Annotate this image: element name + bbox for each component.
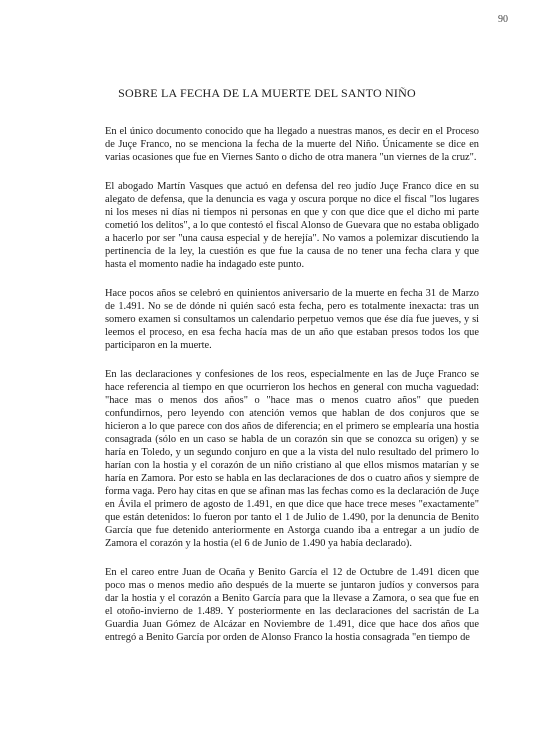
- paragraph: En el único documento conocido que ha llegado a nuestras manos, es decir en el Proceso de Juçe Franco, no se menciona la fecha de la muerte del Niño. Únicamente se dice en varias ocasiones que fue en Viernes Santo o dicho de otra manera "un viernes de la cruz".: [105, 126, 479, 163]
- paragraph: Hace pocos años se celebró en quinientos aniversario de la muerte en fecha 31 de Marzo de 1.491. No se de dónde ni quién sacó esta fecha, pero es totalmente inexacta: tras un somero examen si consultamos un calendario perpetuo vemos que ése día fue jueves, y si leemos el proceso, en esa fecha hacía mas de un año que estaban presos todos los que participaron en la muerte.: [105, 288, 479, 351]
- page-number: 90: [498, 14, 508, 25]
- paragraph: En las declaraciones y confesiones de los reos, especialmente en las de Juçe Franco se hace referencia al tiempo en que ocurrieron los hechos en general con mucha vaguedad: "hace mas o menos dos años" o "hace mas o menos cuatro años" que pueden confundirnos, pero leyendo con atención vemos que hablan de dos conjuros que se hicieron a lo que parece con dos años de diferencia; en el primero se emplearía una hostia consagrada (sólo en un caso se habla de un corazón sin que se conozca su origen) y se haría en Toledo, y un segundo conjuro en que a la vista del nulo resultado del primero lo harían con la hostia y el corazón de un niño cristiano al que ellos mismos matarían y se haría en Zamora. Por esto se habla en las declaraciones de dos o cuatro años y siempre de forma vaga. Pero hay citas en que se afinan mas las fechas como es la declaración de Juçe en Ávila el primero de agosto de 1.491, en que dice que hace trece meses "exactamente" que están detenidos: lo fueron por tanto el 1 de Julio de 1.490, por la denuncia de Benito García que fue detenido anteriormente en Astorga cuando iba a entregar a un judío de Zamora el corazón y la hostia (el 6 de Junio de 1.490 ya había declarado).: [105, 369, 479, 549]
- paragraph: En el careo entre Juan de Ocaña y Benito García el 12 de Octubre de 1.491 dicen que poco mas o menos medio año después de la muerte se juntaron judíos y conversos para dar la hostia y el corazón a Benito García para que la llevase a Zamora, o sea que fue en el otoño-invierno de 1.489. Y posteriormente en las declaraciones del sacristán de La Guardia Juan Gómez de Alcázar en Noviembre de 1.491, dice que hace dos años que entregó a Benito García por orden de Alonso Franco la hostia consagrada "en tiempo de: [105, 567, 479, 643]
- document-body: [105, 125, 479, 644]
- document-title: SOBRE LA FECHA DE LA MUERTE DEL SANTO NIÑO: [118, 86, 416, 100]
- paragraph: El abogado Martín Vasques que actuó en defensa del reo judío Juçe Franco dice en su alegato de defensa, que la denuncia es vaga y oscura porque no dice el fiscal "los lugares ni los meses ni días ni tiempos ni personas en que y con que dice que el dicho mi parte cometió los delitos", a lo que contestó el fiscal Alonso de Guevara que no estaba obligado a hacerlo por ser "una causa especial y de herejía". No vamos a polemizar discutiendo la pertinencia de la ley, la cuestión es que fue la causa de no tener una fecha clara y que hasta el momento nadie ha indagado este punto.: [105, 181, 479, 270]
